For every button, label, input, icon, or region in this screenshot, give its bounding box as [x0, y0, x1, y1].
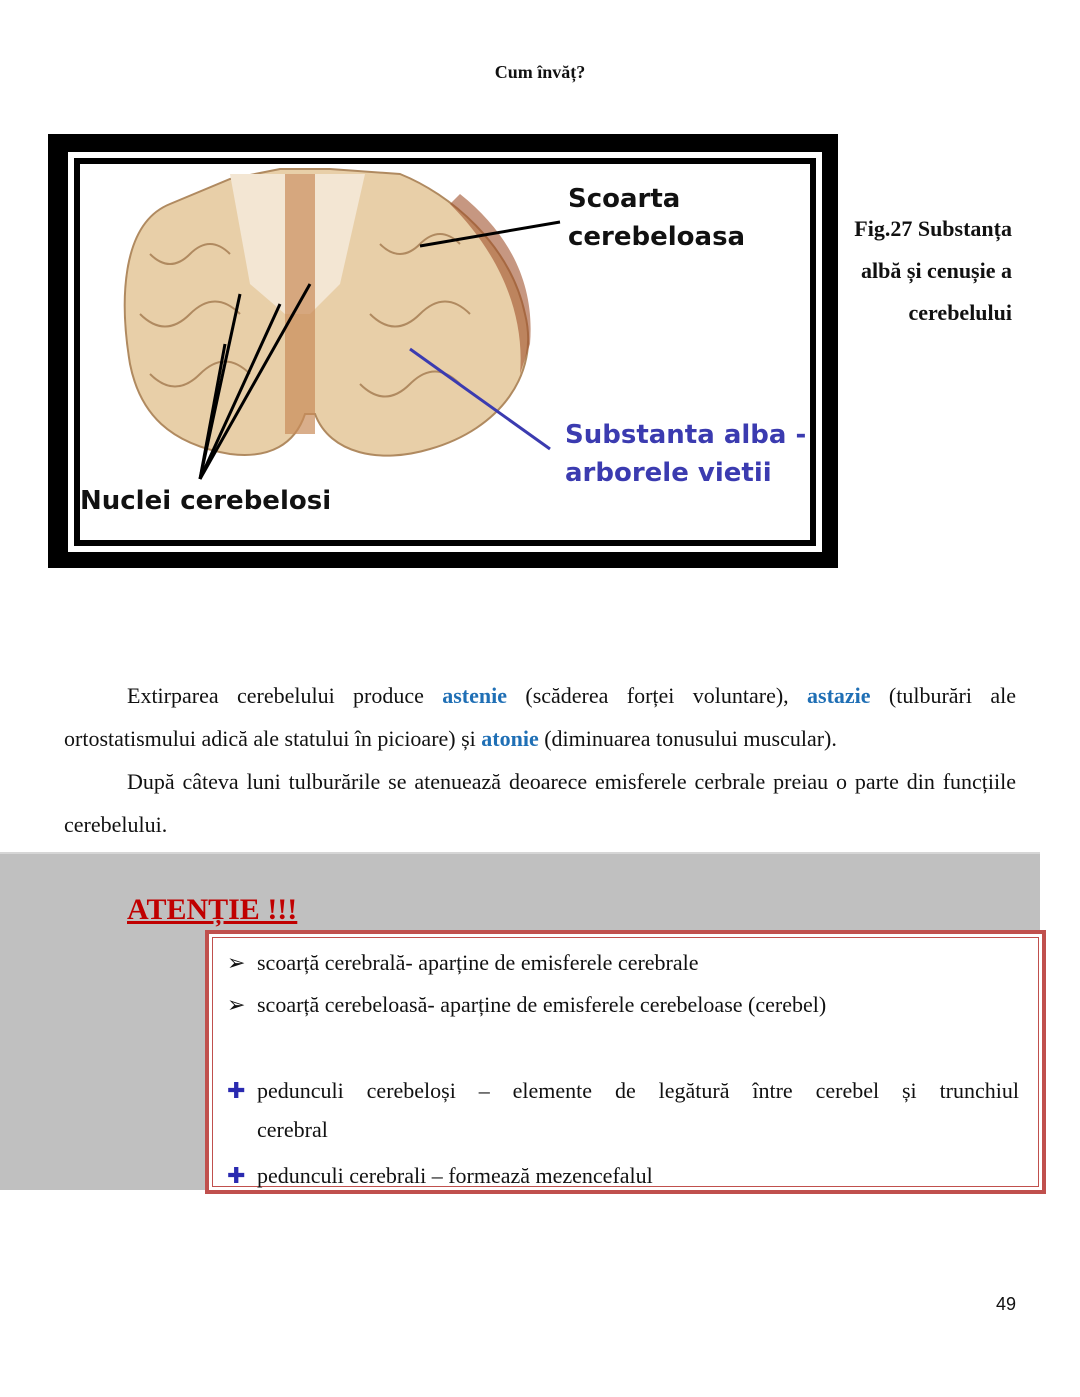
label-nuclei: Nuclei cerebelosi	[80, 486, 332, 516]
list-item: ✚ pedunculi cerebrali – formează mezencefalul	[227, 1163, 653, 1188]
arrow-bullet-icon: ➢	[227, 992, 246, 1017]
list-item: ➢ scoarță cerebrală- aparține de emisferele cerebrale	[227, 950, 699, 975]
caption-line: Fig.27 Substanța	[854, 216, 1012, 241]
attention-box	[205, 930, 1046, 1194]
cross-bullet-icon: ✚	[227, 1163, 246, 1188]
caption-line: cerebelului	[908, 300, 1012, 325]
figure-caption	[826, 208, 1012, 334]
page-header: Cum învăț?	[494, 62, 586, 82]
list-item: ➢ scoarță cerebeloasă- aparține de emisferele cerebeloase (cerebel)	[227, 992, 827, 1017]
cerebellum-illustration	[80, 164, 810, 540]
paragraph-2: După câteva luni tulburările se atenuează deoarece emisferele cerbrale preiau o parte din funcțiile cerebelului.	[64, 769, 1016, 837]
cross-bullet-icon: ✚	[227, 1078, 246, 1103]
arrow-bullet-icon: ➢	[227, 950, 246, 975]
keyword-astenie: astenie	[442, 683, 508, 708]
attention-title: ATENȚIE !!!	[127, 893, 298, 926]
caption-line: albă și cenușie a	[861, 258, 1012, 283]
paragraph-1: Extirparea cerebelului produce astenie (scăderea forței voluntare), astazie (tulburări ale ortostatismului adică ale statului în picioare) și atonie (diminuarea tonusului muscular).	[64, 683, 1016, 751]
list-item: ✚ pedunculi cerebeloși – elemente de legătură între cerebel și trunchiul cerebral	[227, 1078, 1019, 1142]
keyword-astazie: astazie	[807, 683, 871, 708]
cerebellum-figure	[48, 134, 838, 568]
page-number: 49	[996, 1294, 1017, 1314]
label-white-matter: Substanta alba - arborele vietii	[565, 420, 807, 488]
label-cortex: Scoarta cerebeloasa	[568, 184, 746, 252]
keyword-atonie: atonie	[481, 726, 539, 751]
